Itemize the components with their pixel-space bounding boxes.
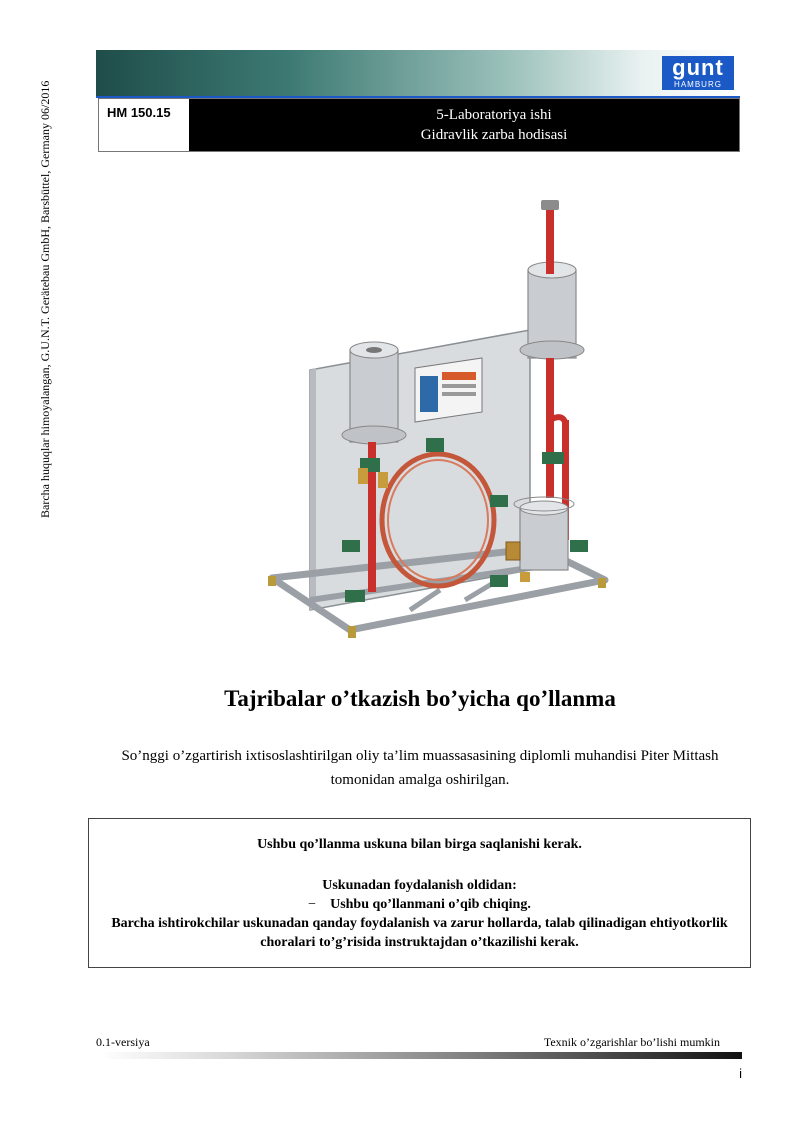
header-title-block xyxy=(189,99,739,151)
footer-version: 0.1-versiya xyxy=(96,1035,150,1049)
gunt-logo xyxy=(662,56,734,90)
logo-wordmark: gunt xyxy=(672,55,724,80)
notice-briefing: Barcha ishtirokchilar uskunadan qanday foydalanish va zarur hollarda, talab qilinadigan ehtiyotkorlik choralari to’g’risida instruktajdan o’tkazilishi kerak. xyxy=(111,916,728,950)
page-number: i xyxy=(739,1066,742,1081)
notice-instructions xyxy=(89,876,750,952)
header-banner xyxy=(96,50,740,98)
apparatus-illustration xyxy=(250,190,620,650)
notice-bullet-text: Ushbu qo’llanmani o’qib chiqing. xyxy=(330,897,531,912)
lab-topic: Gidravlik zarba hodisasi xyxy=(420,127,568,143)
dash-marker: − xyxy=(308,897,317,912)
notice-box xyxy=(88,818,751,968)
copyright-sidebar: Barcha huquqlar himoyalangan, G.U.N.T. Gerätebau GmbH, Barsbüttel, Germany 06/2016 xyxy=(38,80,52,518)
notice-before-use: Uskunadan foydalanish oldidan: xyxy=(322,878,517,893)
intro-paragraph: So’nggi o’zgartirish ixtisoslashtirilgan oliy ta’lim muassasasining diplomli muhandisi Piter Mittash tomonidan amalga oshirilgan. xyxy=(121,748,719,788)
logo-subtitle: HAMBURG xyxy=(674,80,722,89)
footer-gradient-bar xyxy=(100,1052,742,1059)
lab-title: 5-Laboratoriya ishi xyxy=(436,107,552,123)
header-box xyxy=(98,98,740,152)
model-number: HM 150.15 xyxy=(107,105,171,120)
notice-bullet xyxy=(89,895,750,914)
footer-note: Texnik o’zgarishlar bo’lishi mumkin xyxy=(543,1035,720,1049)
notice-keep-manual: Ushbu qo’llanma uskuna bilan birga saqlanishi kerak. xyxy=(257,837,582,852)
page-title: Tajribalar o’tkazish bo’yicha qo’llanma xyxy=(224,686,616,711)
